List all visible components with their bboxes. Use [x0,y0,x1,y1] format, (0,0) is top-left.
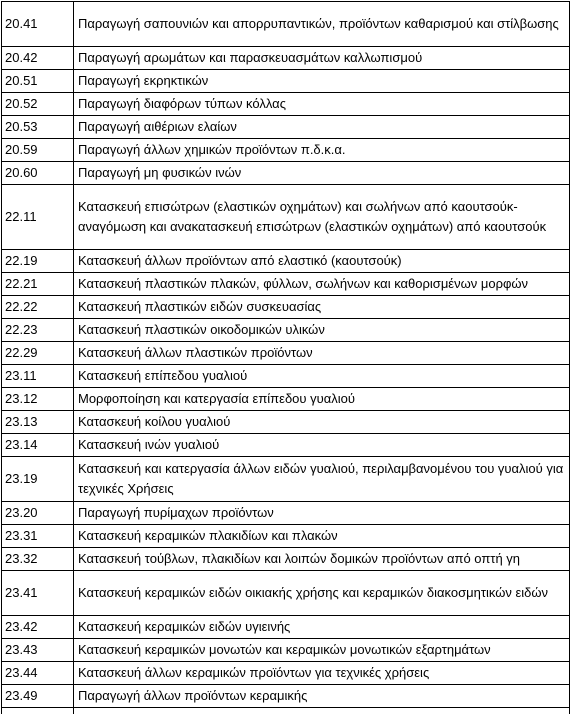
activity-code: 23.49 [2,685,74,708]
activity-description: Κατασκευή τούβλων, πλακιδίων και λοιπών δομικών προϊόντων από οπτή γη [74,548,570,571]
table-row [2,639,570,662]
activity-code: 23.31 [2,525,74,548]
activity-code: 20.53 [2,116,74,139]
activity-code: 23.20 [2,502,74,525]
activity-code: 23.32 [2,548,74,571]
activity-description: Παραγωγή μη φυσικών ινών [74,162,570,185]
table-row [2,525,570,548]
activity-description: Παραγωγή πυρίμαχων προϊόντων [74,502,570,525]
table-row [2,548,570,571]
activity-description: Παραγωγή αρωμάτων και παρασκευασμάτων καλλωπισμού [74,47,570,70]
activity-description: Παραγωγή άλλων προϊόντων κεραμικής [74,685,570,708]
activity-description: Κατασκευή κοίλου γυαλιού [74,411,570,434]
table-row [2,502,570,525]
activity-description: Κατασκευή κεραμικών μονωτών και κεραμικών μονωτικών εξαρτημάτων [74,639,570,662]
table-row [2,2,570,47]
activity-code: 23.43 [2,639,74,662]
activity-code [2,708,74,714]
table-row [2,296,570,319]
table-row [2,139,570,162]
table-row [2,116,570,139]
table-row-partial [2,708,570,714]
activity-description: Κατασκευή κεραμικών πλακιδίων και πλακών [74,525,570,548]
activity-description: Μορφοποίηση και κατεργασία επίπεδου γυαλιού [74,388,570,411]
table-row [2,685,570,708]
activity-code: 20.60 [2,162,74,185]
table-row [2,342,570,365]
activity-code: 23.19 [2,457,74,502]
table-row [2,47,570,70]
activity-code: 20.51 [2,70,74,93]
activity-description: Κατασκευή πλαστικών ειδών συσκευασίας [74,296,570,319]
table-row [2,571,570,616]
activity-description: Παραγωγή αιθέριων ελαίων [74,116,570,139]
activity-code: 22.23 [2,319,74,342]
activity-code: 22.19 [2,250,74,273]
activity-description: Κατασκευή επίπεδου γυαλιού [74,365,570,388]
activity-description: Παραγωγή εκρηκτικών [74,70,570,93]
activity-description: Κατασκευή άλλων προϊόντων από ελαστικό (καουτσούκ) [74,250,570,273]
activity-description: Κατασκευή πλαστικών πλακών, φύλλων, σωλήνων και καθορισμένων μορφών [74,273,570,296]
activity-description: Κατασκευή επισώτρων (ελαστικών οχημάτων) και σωλήνων από καουτσούκ- αναγόμωση και ανακατασκευή επισώτρων (ελαστικών οχημάτων) από καουτσούκ [74,185,570,250]
activity-codes-table [1,1,570,714]
activity-description: Κατασκευή κεραμικών ειδών υγιεινής [74,616,570,639]
activity-code: 23.42 [2,616,74,639]
table-row [2,662,570,685]
activity-code: 22.29 [2,342,74,365]
activity-code: 23.44 [2,662,74,685]
table-row [2,93,570,116]
activity-code: 20.52 [2,93,74,116]
activity-description: Κατασκευή πλαστικών οικοδομικών υλικών [74,319,570,342]
activity-description: Παραγωγή άλλων χημικών προϊόντων π.δ.κ.α. [74,139,570,162]
table-row [2,457,570,502]
table-row [2,319,570,342]
activity-description [74,708,570,714]
table-row [2,185,570,250]
table-row [2,434,570,457]
table-row [2,616,570,639]
activity-code: 20.42 [2,47,74,70]
table-row [2,388,570,411]
table-row [2,273,570,296]
activity-code: 23.13 [2,411,74,434]
activity-description: Κατασκευή ινών γυαλιού [74,434,570,457]
activity-code: 20.59 [2,139,74,162]
table-body [2,2,570,714]
activity-code: 20.41 [2,2,74,47]
activity-code: 23.11 [2,365,74,388]
activity-code: 22.11 [2,185,74,250]
activity-description: Κατασκευή κεραμικών ειδών οικιακής χρήσης και κεραμικών διακοσμητικών ειδών [74,571,570,616]
activity-code: 22.22 [2,296,74,319]
activity-code: 23.41 [2,571,74,616]
activity-description: Παραγωγή σαπουνιών και απορρυπαντικών, προϊόντων καθαρισμού και στίλβωσης [74,2,570,47]
activity-description: Κατασκευή άλλων πλαστικών προϊόντων [74,342,570,365]
activity-code: 22.21 [2,273,74,296]
activity-code: 23.14 [2,434,74,457]
activity-description: Κατασκευή άλλων κεραμικών προϊόντων για τεχνικές χρήσεις [74,662,570,685]
table-row [2,70,570,93]
activity-description: Κατασκευή και κατεργασία άλλων ειδών γυαλιού, περιλαμβανομένου του γυαλιού για τεχνικές Χρήσεις [74,457,570,502]
table-row [2,162,570,185]
table-row [2,365,570,388]
table-row [2,411,570,434]
activity-code: 23.12 [2,388,74,411]
activity-description: Παραγωγή διαφόρων τύπων κόλλας [74,93,570,116]
table-row [2,250,570,273]
